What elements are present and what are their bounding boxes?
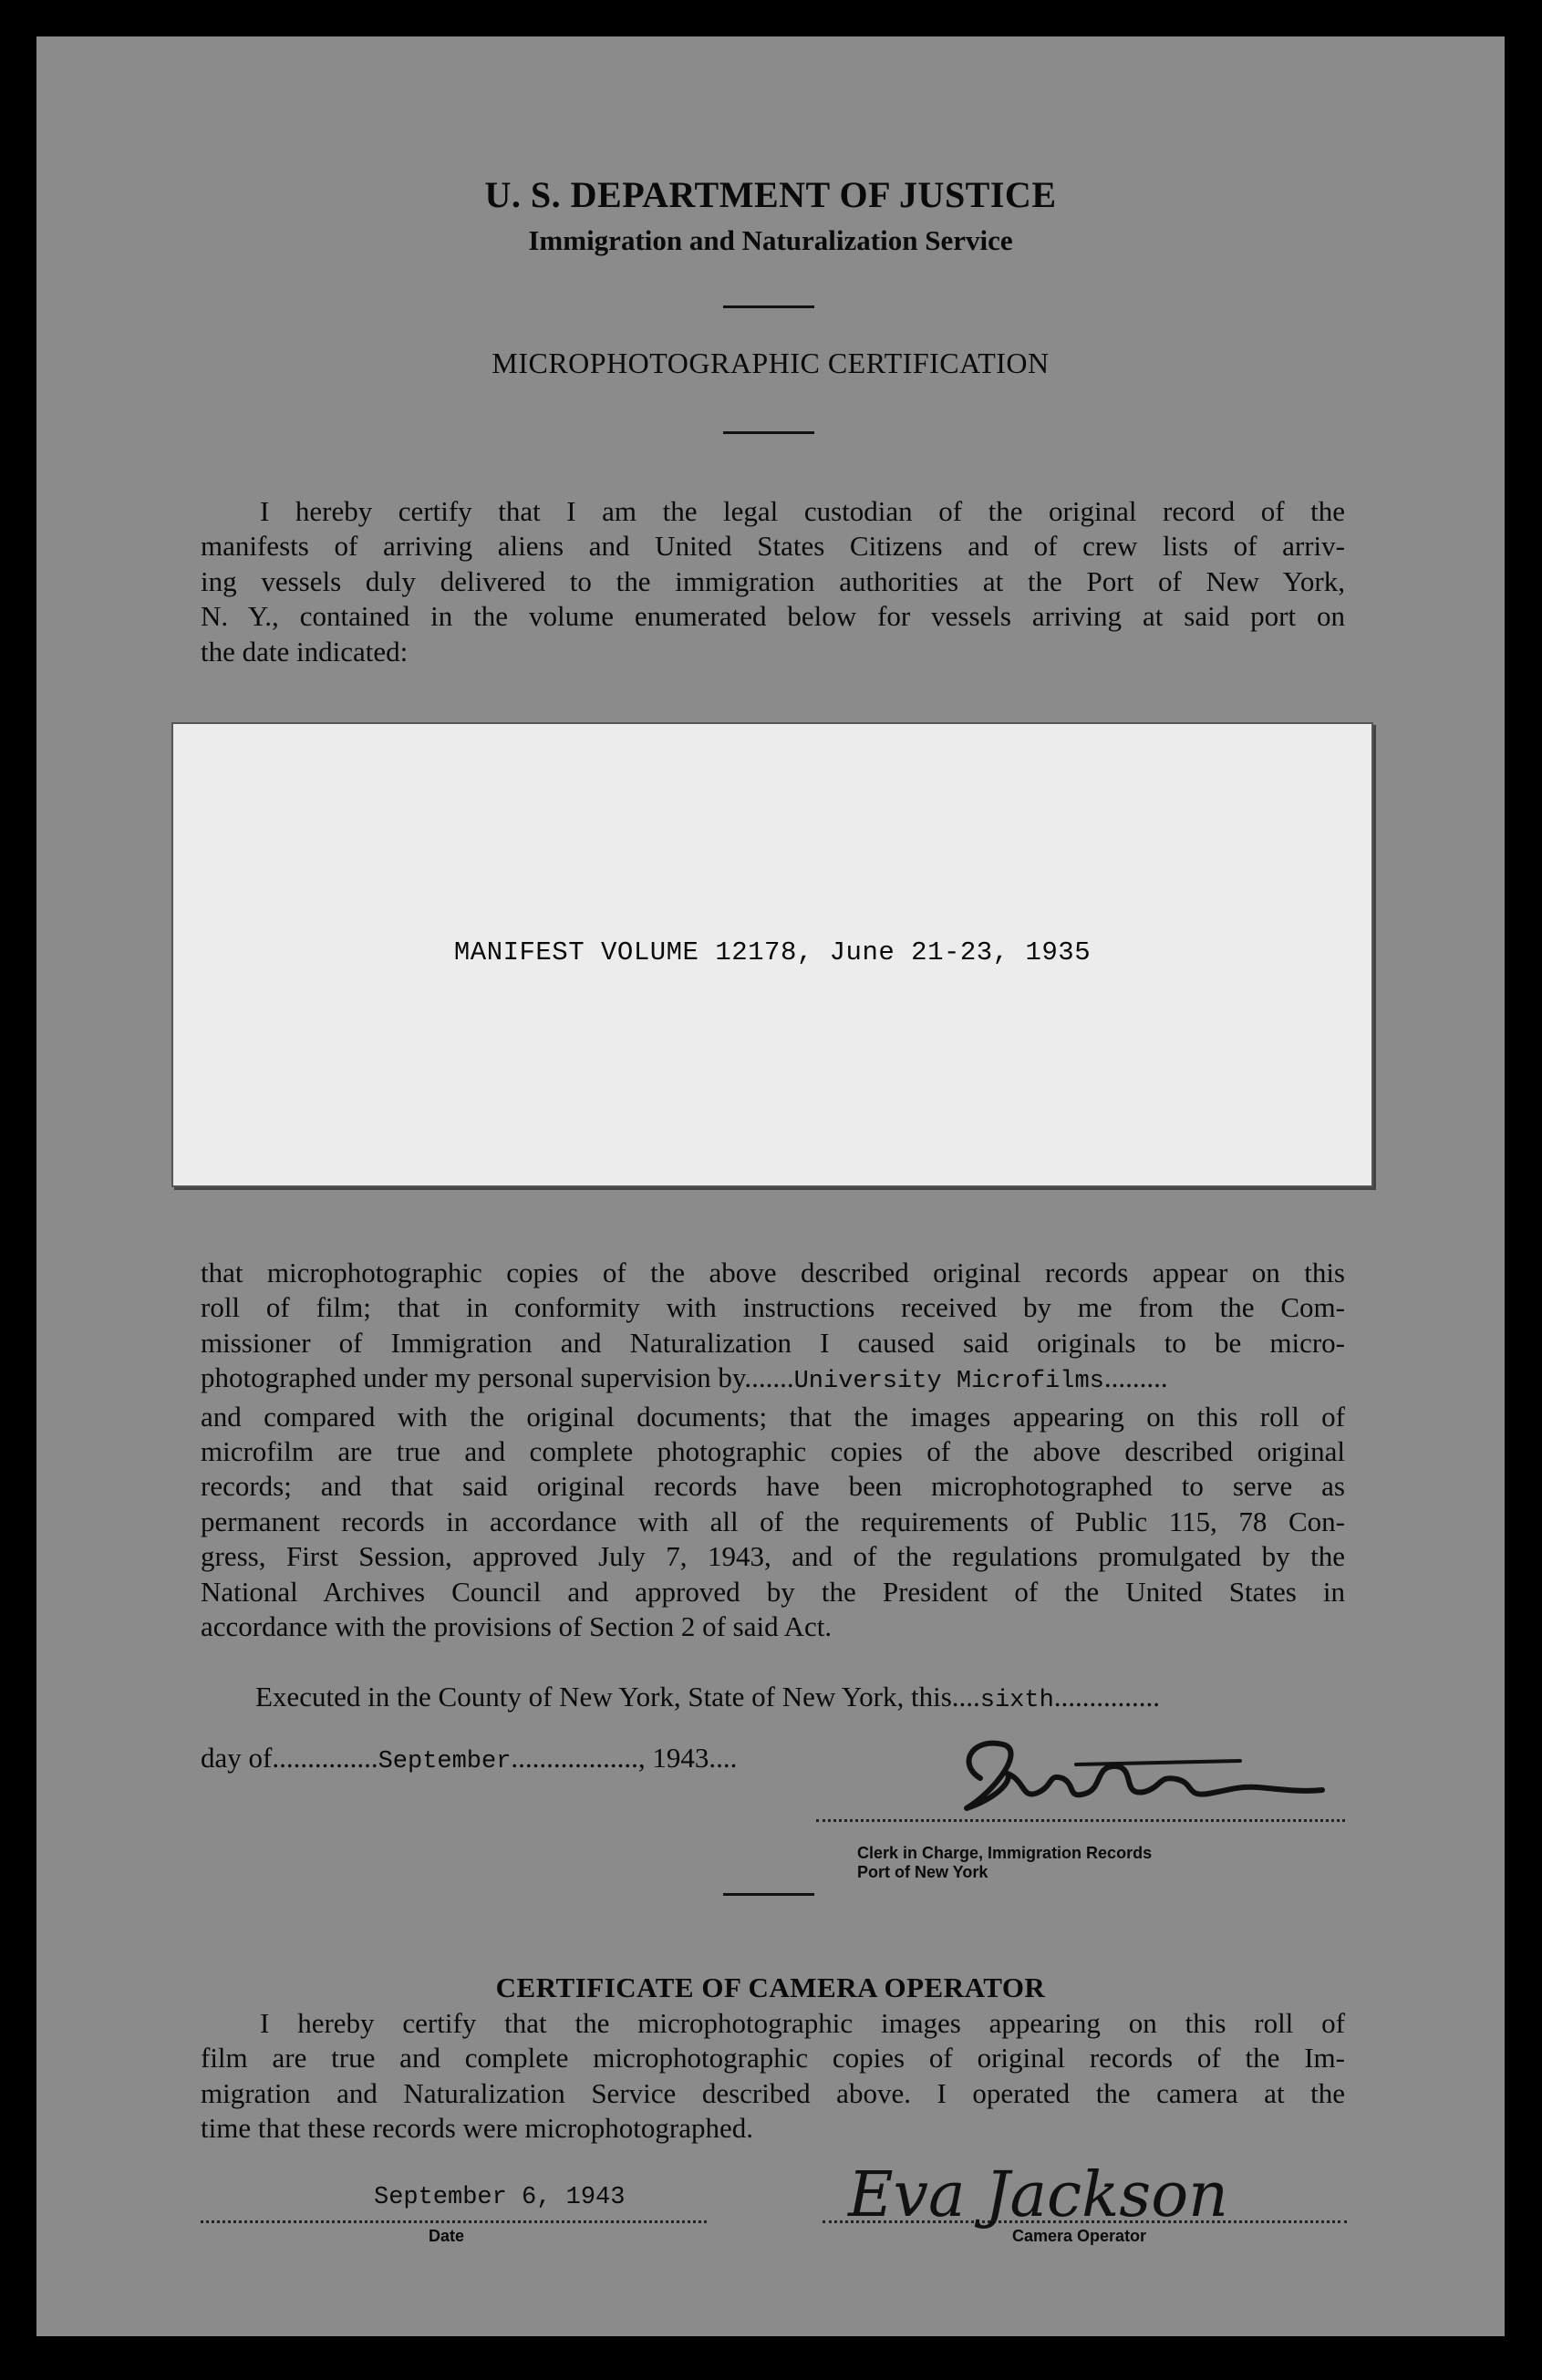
clerk-location: Port of New York (857, 1863, 988, 1881)
paragraph-line: film are true and complete microphotographic copies of original records of the Im- (201, 2042, 1345, 2075)
paragraph-line: gress, First Session, approved July 7, 1943, and of the regulations promulgated by the (201, 1540, 1345, 1573)
paragraph-line: permanent records in accordance with all of the requirements of Public 115, 78 Con- (201, 1505, 1345, 1537)
camera-operator-label: Camera Operator (1012, 2227, 1147, 2245)
paragraph-line: manifests of arriving aliens and United States Citizens and of crew lists of arriv- (201, 530, 1345, 563)
clerk-title: Clerk in Charge, Immigration Records (857, 1844, 1153, 1862)
paragraph-line: microfilm are true and complete photographic copies of the above described original (201, 1435, 1345, 1468)
intro-paragraph (201, 494, 1345, 669)
document-page (36, 36, 1505, 2336)
camera-operator-paragraph (201, 2006, 1345, 2147)
clerk-signature (939, 1728, 1331, 1828)
paragraph-line: records; and that said original records have been microphotographed to serve as (201, 1470, 1345, 1503)
clerk-signature-line (816, 1819, 1345, 1822)
paragraph-line: N. Y., contained in the volume enumerated below for vessels arriving at said port on (201, 600, 1345, 633)
execution-prefix: Executed in the County of New York, State of New York, this (255, 1681, 952, 1713)
supervision-prefix: photographed under my personal supervision by (201, 1361, 745, 1394)
date-line (201, 2211, 707, 2223)
paragraph-line-supervision (201, 1361, 1345, 1399)
date-label: Date (429, 2227, 465, 2245)
paragraph-line: that microphotographic copies of the above described original records appear on this (201, 1257, 1345, 1288)
paragraph-line: National Archives Council and approved by the President of the United States in (201, 1575, 1345, 1608)
paragraph-line: the date indicated: (201, 635, 409, 667)
department-heading: U. S. DEPARTMENT OF JUSTICE (484, 174, 1057, 215)
day-of-line: day of...............September.................., 1943.... (201, 1742, 738, 1775)
execution-month: September (378, 1748, 512, 1775)
paragraph-line: accordance with the provisions of Section 2 of said Act. (201, 1610, 833, 1643)
certification-title: MICROPHOTOGRAPHIC CERTIFICATION (492, 347, 1050, 379)
divider (723, 431, 814, 434)
paragraph-line: I hereby certify that the microphotographic images appearing on this roll of (260, 2007, 1345, 2039)
manifest-volume-text: MANIFEST VOLUME 12178, June 21-23, 1935 (453, 937, 1092, 968)
dotted-leader: ....... (744, 1361, 794, 1394)
dotted-leader: ......... (1103, 1361, 1168, 1394)
paragraph-line: time that these records were microphotographed. (201, 2112, 753, 2145)
divider (723, 305, 814, 308)
paragraph-line: roll of film; that in conformity with instructions received by me from the Com- (201, 1291, 1345, 1324)
camera-operator-title: CERTIFICATE OF CAMERA OPERATOR (495, 1971, 1046, 2003)
execution-day: sixth (979, 1687, 1054, 1714)
service-subheading: Immigration and Naturalization Service (528, 224, 1013, 256)
body-paragraph (201, 1256, 1345, 1644)
paragraph-line: I hereby certify that I am the legal custodian of the original record of the (260, 495, 1345, 527)
paragraph-line: missioner of Immigration and Naturalization I caused said originals to be micro- (201, 1326, 1345, 1359)
paragraph-line: and compared with the original documents; that the images appearing on this roll of (201, 1400, 1345, 1433)
paragraph-line: migration and Naturalization Service described above. I operated the camera at the (201, 2076, 1345, 2109)
execution-year: , 1943 (637, 1742, 709, 1774)
paragraph-line: ing vessels duly delivered to the immigration authorities at the Port of New York, (201, 564, 1345, 597)
divider (723, 1893, 814, 1896)
execution-line: Executed in the County of New York, State of New York, this....sixth............... (255, 1681, 1161, 1714)
microfilm-company: University Microfilms (793, 1368, 1104, 1396)
svg-text:Eva Jackson: Eva Jackson (848, 2159, 1228, 2231)
day-of-label: day of (201, 1742, 273, 1774)
operator-date: September 6, 1943 (374, 2184, 626, 2211)
volume-box (171, 722, 1373, 1187)
